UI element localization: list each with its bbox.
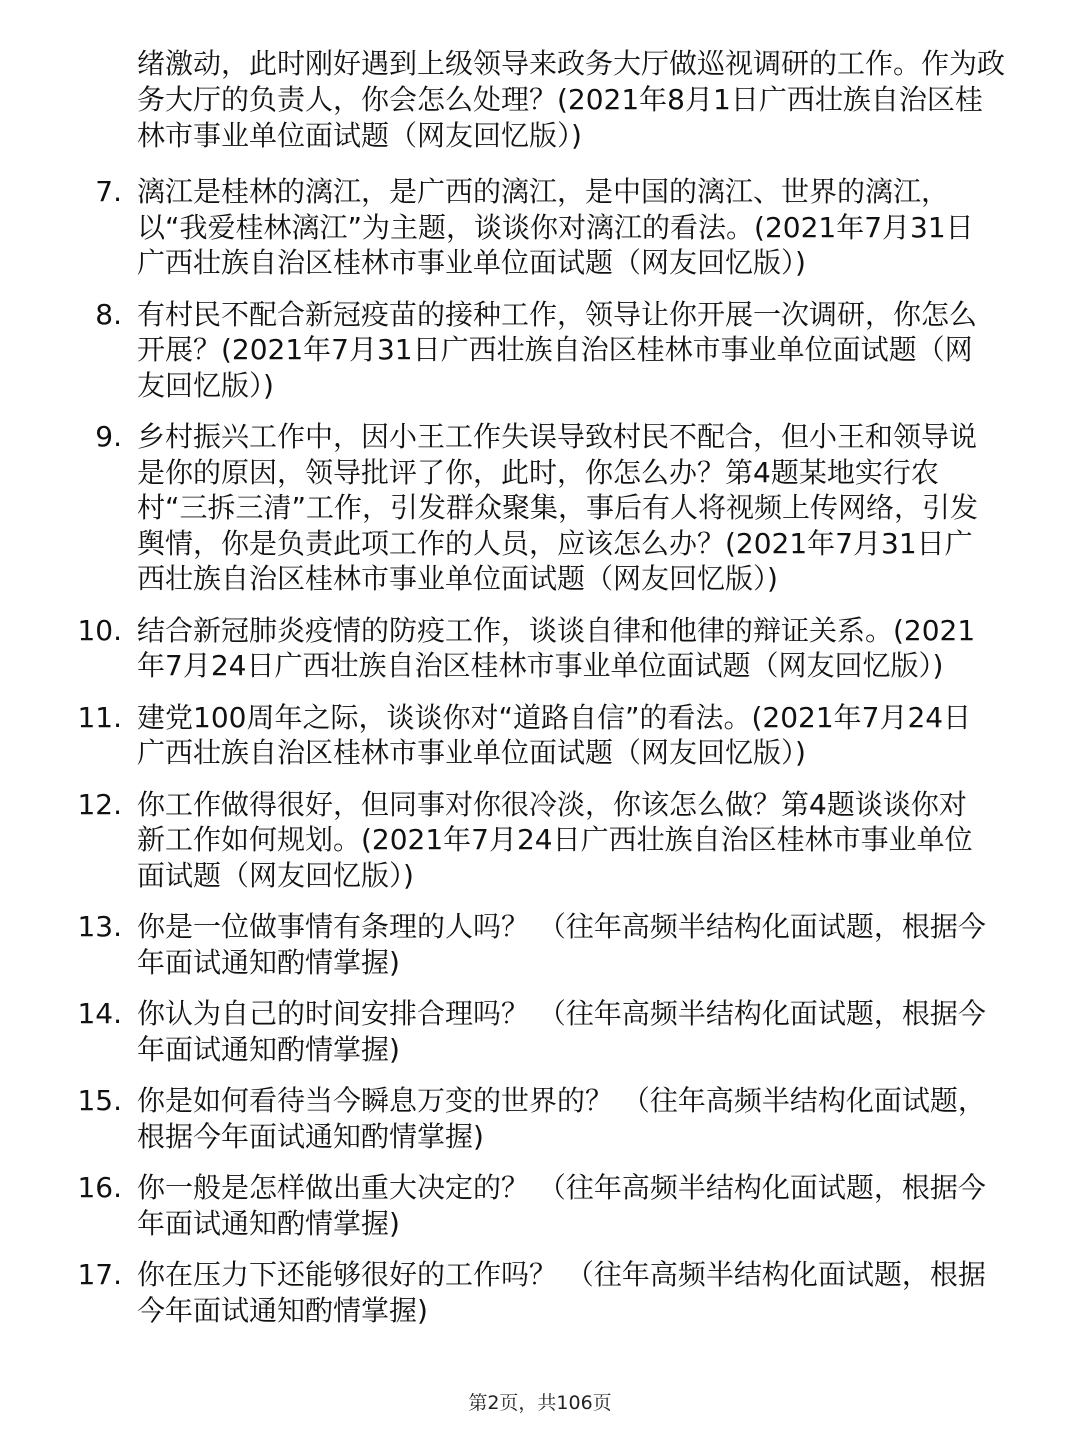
list-item-number: 7.	[95, 175, 122, 208]
list-item-text: 结合新冠肺炎疫情的防疫工作，谈谈自律和他律的辩证关系。(2021年7月24日广西壮族自治区桂林市事业单位面试题（网友回忆版）)	[137, 613, 976, 682]
list-item-text: 你是如何看待当今瞬息万变的世界的？ （往年高频半结构化面试题，根据今年面试通知酌情掌握)	[137, 1084, 986, 1153]
list-item-text: 建党100周年之际，谈谈你对“道路自信”的看法。(2021年7月24日广西壮族自治区桂林市事业单位面试题（网友回忆版）)	[137, 700, 972, 769]
page-footer: 第2页，共106页	[468, 1392, 612, 1414]
list-item-text: 你是一位做事情有条理的人吗？ （往年高频半结构化面试题，根据今年面试通知酌情掌握)	[137, 910, 986, 979]
list-item	[0, 996, 1080, 1067]
list-item-text: 你一般是怎样做出重大决定的？ （往年高频半结构化面试题，根据今年面试通知酌情掌握)	[137, 1171, 986, 1240]
continued-question-text: 绪激动，此时刚好遇到上级领导来政务大厅做巡视调研的工作。作为政务大厅的负责人，你会怎么处理？(2021年8月1日广西壮族自治区桂林市事业单位面试题（网友回忆版）)	[137, 47, 1006, 152]
list-item	[0, 909, 1080, 980]
list-item-text: 你认为自己的时间安排合理吗？ （往年高频半结构化面试题，根据今年面试通知酌情掌握)	[137, 997, 986, 1066]
list-item	[0, 1083, 1080, 1154]
question-list	[0, 174, 1080, 1344]
list-item-text: 有村民不配合新冠疫苗的接种工作，领导让你开展一次调研，你怎么开展？(2021年7月31日广西壮族自治区桂林市事业单位面试题（网友回忆版）)	[137, 297, 978, 402]
list-item	[0, 613, 1080, 684]
list-item	[0, 174, 1080, 281]
list-item-text: 你在压力下还能够很好的工作吗？ （往年高频半结构化面试题，根据今年面试通知酌情掌握)	[137, 1258, 986, 1327]
list-item-number: 17.	[77, 1258, 122, 1291]
list-item-number: 8.	[95, 297, 122, 331]
list-item-number: 9.	[95, 420, 122, 453]
list-item	[0, 419, 1080, 597]
list-item	[0, 297, 1080, 404]
list-item-number: 15.	[77, 1084, 122, 1117]
list-item-number: 13.	[77, 910, 122, 943]
list-item	[0, 700, 1080, 771]
list-item-number: 16.	[77, 1171, 122, 1204]
list-item-text: 你工作做得很好，但同事对你很冷淡，你该怎么做？第4题谈谈你对新工作如何规划。(2021年7月24日广西壮族自治区桂林市事业单位面试题（网友回忆版）)	[137, 787, 973, 892]
list-item-number: 11.	[77, 700, 122, 734]
list-item-number: 10.	[77, 613, 122, 647]
list-item-number: 14.	[77, 997, 122, 1030]
list-item-number: 12.	[77, 787, 122, 821]
list-item	[0, 1257, 1080, 1328]
list-item-text: 乡村振兴工作中，因小王工作失误导致村民不配合，但小王和领导说是你的原因，领导批评了你，此时，你怎么办？第4题某地实行农村“三拆三清”工作，引发群众聚集，事后有人将视频上传网络，引发舆情，你是负责此项工作的人员，应该怎么办？(2021年7月31日广西壮族自治区桂林市事业单位面试题（网友回忆版）)	[137, 420, 979, 595]
list-item	[0, 1170, 1080, 1241]
list-item-text: 漓江是桂林的漓江，是广西的漓江，是中国的漓江、世界的漓江，以“我爱桂林漓江”为主题，谈谈你对漓江的看法。(2021年7月31日广西壮族自治区桂林市事业单位面试题（网友回忆版）)	[137, 175, 974, 279]
list-item	[0, 787, 1080, 894]
